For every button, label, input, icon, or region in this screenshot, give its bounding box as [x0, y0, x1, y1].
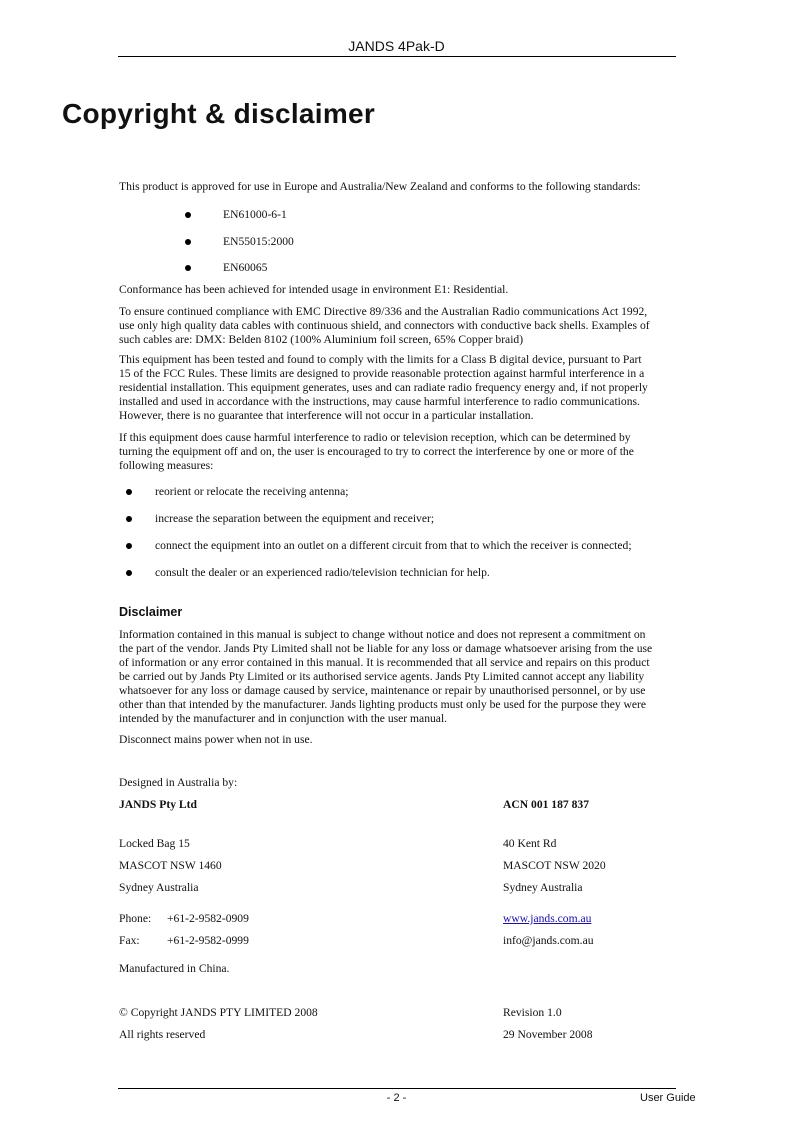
street-address [503, 833, 606, 899]
address-line: 40 Kent Rd [503, 837, 557, 850]
mains-notice: Disconnect mains power when not in use. [119, 733, 313, 746]
address-line: Sydney Australia [503, 881, 583, 894]
paragraph-line: following measures: [119, 459, 214, 472]
revision-date: 29 November 2008 [503, 1028, 593, 1041]
company-acn: ACN 001 187 837 [503, 798, 589, 811]
interference-paragraph [119, 431, 675, 473]
footer-guide-label: User Guide [640, 1092, 696, 1104]
footer-divider [118, 1088, 676, 1089]
paragraph-line: This equipment has been tested and found to comply with the limits for a Class B digital device, pursuant to Part [119, 353, 642, 366]
measure-label: increase the separation between the equipment and receiver; [155, 512, 435, 525]
website-link[interactable]: www.jands.com.au [503, 912, 592, 925]
paragraph-line: such cables are: DMX: Belden 8102 (100% Aluminium foil screen, 65% Copper braid) [119, 333, 524, 346]
paragraph-line: However, there is no guarantee that interference will not occur in a particular installation. [119, 409, 534, 422]
paragraph-line: Information contained in this manual is subject to change without notice and does not represent a commitment on [119, 628, 646, 641]
standard-label: EN60065 [223, 261, 268, 274]
standard-label: EN61000-6-1 [223, 208, 287, 221]
paragraph-line: If this equipment does cause harmful interference to radio or television reception, which can be determined by [119, 431, 631, 444]
page-title: Copyright & disclaimer [62, 98, 376, 129]
designed-in-label: Designed in Australia by: [119, 776, 238, 789]
fax-number: +61-2-9582-0999 [167, 934, 249, 947]
address-line: MASCOT NSW 2020 [503, 859, 606, 872]
paragraph-line: residential installation. This equipment generates, uses and can radiate radio frequency energy and, if not properly [119, 381, 648, 394]
paragraph-line: the part of the vendor. Jands Pty Limited shall not be liable for any loss or damage whatsoever arising from the use [119, 642, 653, 655]
bullet-icon [185, 265, 191, 271]
bullet-icon [185, 212, 191, 218]
measure-label: connect the equipment into an outlet on a different circuit from that to which the receiver is connected; [155, 539, 632, 552]
bullet-icon [185, 239, 191, 245]
header-divider [118, 56, 676, 57]
paragraph-line: 15 of the FCC Rules. These limits are designed to provide reasonable protection against harmful interference in a [119, 367, 645, 380]
paragraph-line: use only high quality data cables with continuous shield, and connectors with conductive back shells. Examples of [119, 319, 650, 332]
paragraph-line: installed and used in accordance with the instructions, may cause harmful interference to radio communications. [119, 395, 640, 408]
address-line: Sydney Australia [119, 881, 199, 894]
phone-number: +61-2-9582-0909 [167, 912, 249, 925]
paragraph-line: other than that intended by the manufacturer. Jands lighting products must only be used for the purpose they were [119, 698, 647, 711]
postal-address [119, 833, 222, 899]
address-line: MASCOT NSW 1460 [119, 859, 222, 872]
rights-reserved: All rights reserved [119, 1028, 206, 1041]
phone-label: Phone: [119, 912, 152, 925]
standard-label: EN55015:2000 [223, 235, 294, 248]
bullet-icon [126, 489, 132, 495]
manufactured-in: Manufactured in China. [119, 962, 230, 975]
address-line: Locked Bag 15 [119, 837, 190, 850]
disclaimer-paragraph [119, 628, 675, 726]
paragraph-line: be carried out by Jands Pty Limited or its authorised service agents. Jands Pty Limited cannot accept any liability [119, 670, 645, 683]
measure-label: reorient or relocate the receiving antenna; [155, 485, 349, 498]
paragraph-line: To ensure continued compliance with EMC Directive 89/336 and the Australian Radio communications Act 1992, [119, 305, 648, 318]
fax-label: Fax: [119, 934, 140, 947]
page-number: - 2 - [386, 1092, 407, 1104]
copyright-notice: © Copyright JANDS PTY LIMITED 2008 [119, 1006, 318, 1019]
standards-intro: This product is approved for use in Europe and Australia/New Zealand and conforms to the following standards: [119, 180, 641, 193]
bullet-icon [126, 570, 132, 576]
company-name: JANDS Pty Ltd [119, 798, 197, 811]
running-header: JANDS 4Pak-D [348, 38, 445, 54]
fcc-paragraph [119, 353, 675, 423]
paragraph-line: turning the equipment off and on, the user is encouraged to try to correct the interference by one or more of the [119, 445, 634, 458]
revision-number: Revision 1.0 [503, 1006, 562, 1019]
measure-label: consult the dealer or an experienced radio/television technician for help. [155, 566, 490, 579]
paragraph-line: of information or any error contained in this manual. It is recommended that all service and repairs on this product [119, 656, 650, 669]
disclaimer-heading: Disclaimer [119, 605, 183, 619]
paragraph-line: whatsoever for any loss or damage caused by service, maintenance or repair by unauthorised personnel, or by use [119, 684, 646, 697]
bullet-icon [126, 516, 132, 522]
conformance-statement: Conformance has been achieved for intended usage in environment E1: Residential. [119, 283, 509, 296]
bullet-icon [126, 543, 132, 549]
email-address: info@jands.com.au [503, 934, 594, 947]
paragraph-line: intended by the manufacturer and in conjunction with the user manual. [119, 712, 448, 725]
emc-paragraph [119, 305, 675, 347]
